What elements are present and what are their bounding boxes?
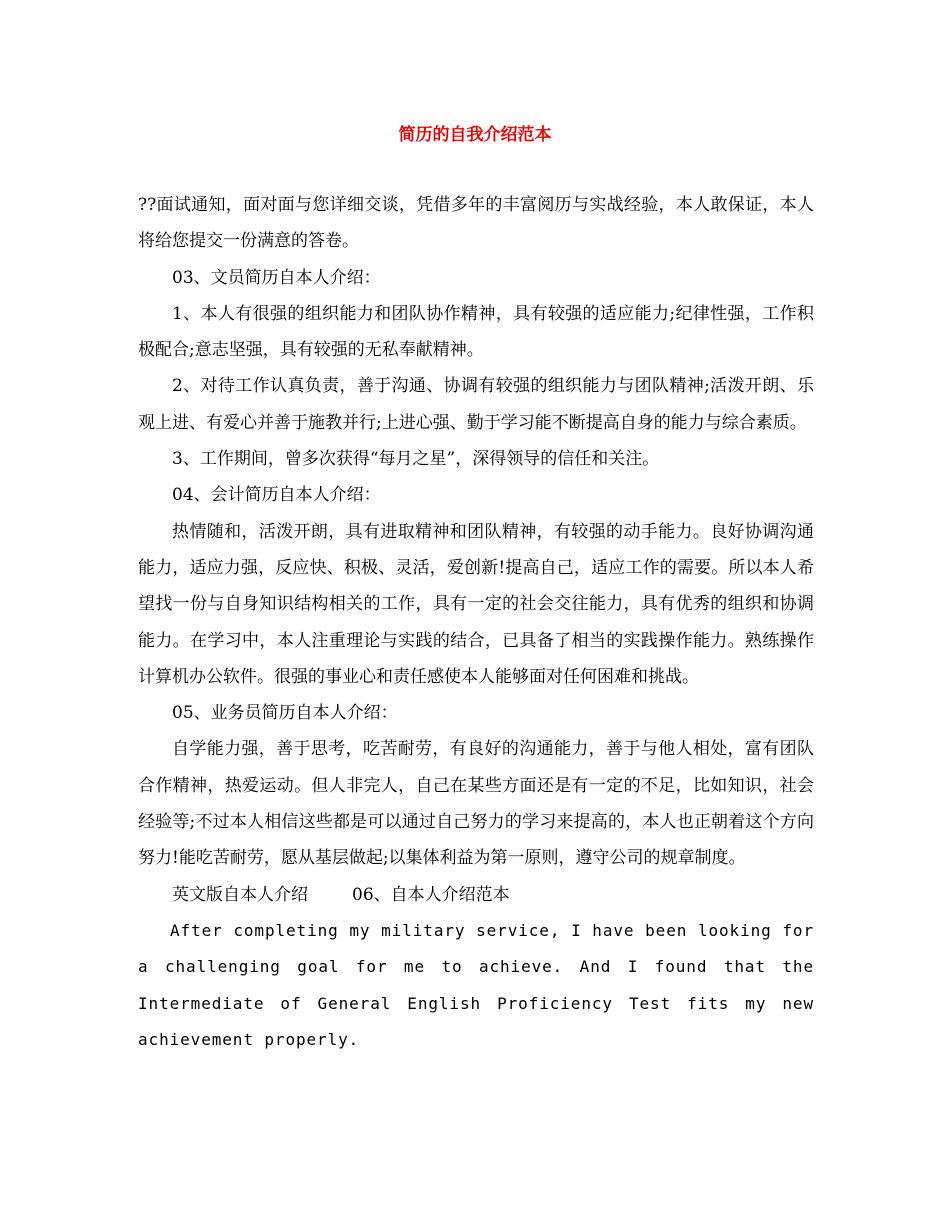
document-title: 简历的自我介绍范本 — [398, 125, 552, 145]
heading-sample-06: 06、自本人介绍范本 — [352, 884, 510, 905]
section-heading-clerk: 03、文员简历自本人介绍： — [172, 267, 381, 288]
paragraph-accountant: 热情随和，活泼开朗，具有进取精神和团队精神，有较强的动手能力。良好协调沟通能力，适应力强，反应快、积极、灵活，爱创新!提高自己，适应工作的需要。所以本人希望找一份与自身知识结构相关的工作，具有一定的社会交往能力，具有优秀的组织和协调能力。在学习中，本人注重理论与实践的结合，已具备了相当的实践操作能力。熟练操作计算机办公软件。很强的事业心和责任感使本人能够面对任何困难和挑战。 — [138, 521, 814, 687]
section-heading-accountant: 04、会计简历自本人介绍： — [172, 485, 381, 506]
paragraph-clerk-point-2: 2、对待工作认真负责，善于沟通、协调有较强的组织能力与团队精神;活泼开朗、乐观上进、有爱心并善于施教并行;上进心强、勤于学习能不断提高自身的能力与综合素质。 — [138, 376, 814, 433]
document-body — [138, 187, 814, 1058]
paragraph-english-sample: After completing my military service, I have been looking for a challenging goal for me to achieve. And I found that the Intermediate of General English Proficiency Test fits my new achievement properly. — [138, 920, 814, 1049]
section-heading-salesperson: 05、业务员简历自本人介绍： — [172, 703, 398, 724]
section-heading-english — [138, 877, 814, 913]
paragraph-interview-notice: ??面试通知，面对面与您详细交谈，凭借多年的丰富阅历与实战经验，本人敢保证，本人将给您提交一份满意的答卷。 — [138, 195, 814, 252]
heading-english-version: 英文版自本人介绍 — [172, 884, 308, 905]
paragraph-salesperson: 自学能力强，善于思考，吃苦耐劳，有良好的沟通能力，善于与他人相处，富有团队合作精神，热爱运动。但人非完人，自己在某些方面还是有一定的不足，比如知识，社会经验等;不过本人相信这些都是可以通过自己努力的学习来提高的，本人也正朝着这个方向努力!能吃苦耐劳，愿从基层做起;以集体利益为第一原则，遵守公司的规章制度。 — [138, 739, 814, 869]
paragraph-clerk-point-3: 3、工作期间，曾多次获得“每月之星”，深得领导的信任和关注。 — [172, 449, 660, 470]
paragraph-clerk-point-1: 1、本人有很强的组织能力和团队协作精神，具有较强的适应能力;纪律性强，工作积极配合;意志坚强，具有较强的无私奉献精神。 — [138, 303, 814, 361]
